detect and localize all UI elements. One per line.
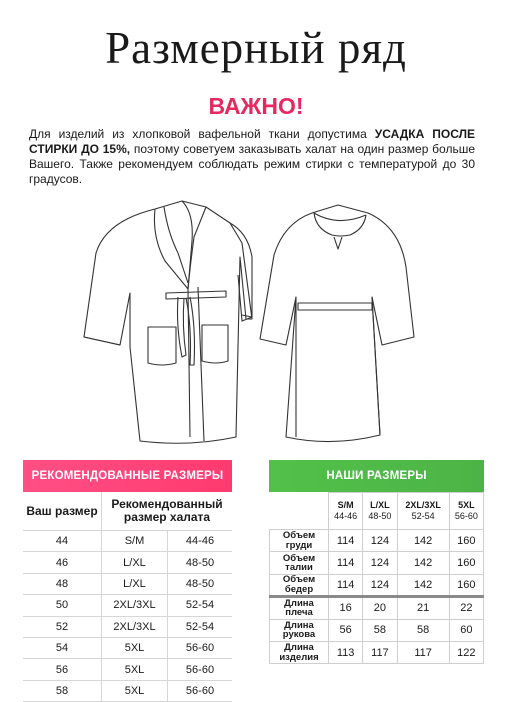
corner-cell [270, 493, 329, 530]
notice-text-2: поэтому советуем заказывать халат на один размер больше Вашего. Также рекомендуем соблюдать режим стирки с температурой до 30 градусов. [29, 142, 475, 186]
page-title: Размерный ряд [105, 23, 407, 73]
table-row: 52 2XL/3XL 52-54 [23, 616, 232, 637]
table-row: 56 5XL 56-60 [23, 659, 232, 680]
size-column-header: S/M 44-46 [329, 493, 363, 530]
important-heading: ВАЖНО! [208, 93, 304, 119]
table-row: 46 L/XL 48-50 [23, 552, 232, 573]
recommended-sizes-banner: РЕКОМЕНДОВАННЫЕ РАЗМЕРЫ [23, 460, 232, 492]
table-row: Длина рукова 56 58 58 60 [270, 619, 484, 641]
row-label: Длина рукова [270, 619, 329, 641]
recommended-sizes-table [23, 460, 232, 702]
row-label: Длина изделия [270, 641, 329, 663]
size-column-header: L/XL 48-50 [363, 493, 397, 530]
table-row: Объем бедер 114 124 142 160 [270, 574, 484, 596]
notice-bold: УСАДКА ПОСЛЕ СТИРКИ ДО 15%, [29, 127, 475, 156]
table-row: 48 L/XL 48-50 [23, 573, 232, 594]
notice-text-1: Для изделий из хлопковой вафельной ткани допустима [29, 127, 375, 141]
row-label: Длина плеча [270, 597, 329, 619]
size-column-header: 2XL/3XL 52-54 [397, 493, 449, 530]
table-row: 58 5XL 56-60 [23, 680, 232, 701]
table-row: Длина плеча 16 20 21 22 [270, 597, 484, 619]
col-your-size: Ваш размер [23, 492, 102, 531]
row-label: Объем бедер [270, 574, 329, 596]
robe-front-sketch [84, 201, 252, 443]
our-sizes-table [269, 460, 484, 664]
table-row: Объем талии 114 124 142 160 [270, 552, 484, 574]
row-label: Объем груди [270, 530, 329, 552]
robe-sketch [70, 197, 450, 452]
table-row: 54 5XL 56-60 [23, 637, 232, 658]
table-row: 50 2XL/3XL 52-54 [23, 595, 232, 616]
col-recommended-size: Рекомендованный размер халата [111, 497, 223, 524]
row-label: Объем талии [270, 552, 329, 574]
our-sizes-banner: НАШИ РАЗМЕРЫ [269, 460, 484, 492]
size-column-header: 5XL 56-60 [449, 493, 483, 530]
robe-back-sketch [260, 205, 414, 442]
shrinkage-notice [29, 127, 475, 187]
table-row: Длина изделия 113 117 117 122 [270, 641, 484, 663]
table-row: 44 S/M 44-46 [23, 531, 232, 552]
table-row: Объем груди 114 124 142 160 [270, 530, 484, 552]
